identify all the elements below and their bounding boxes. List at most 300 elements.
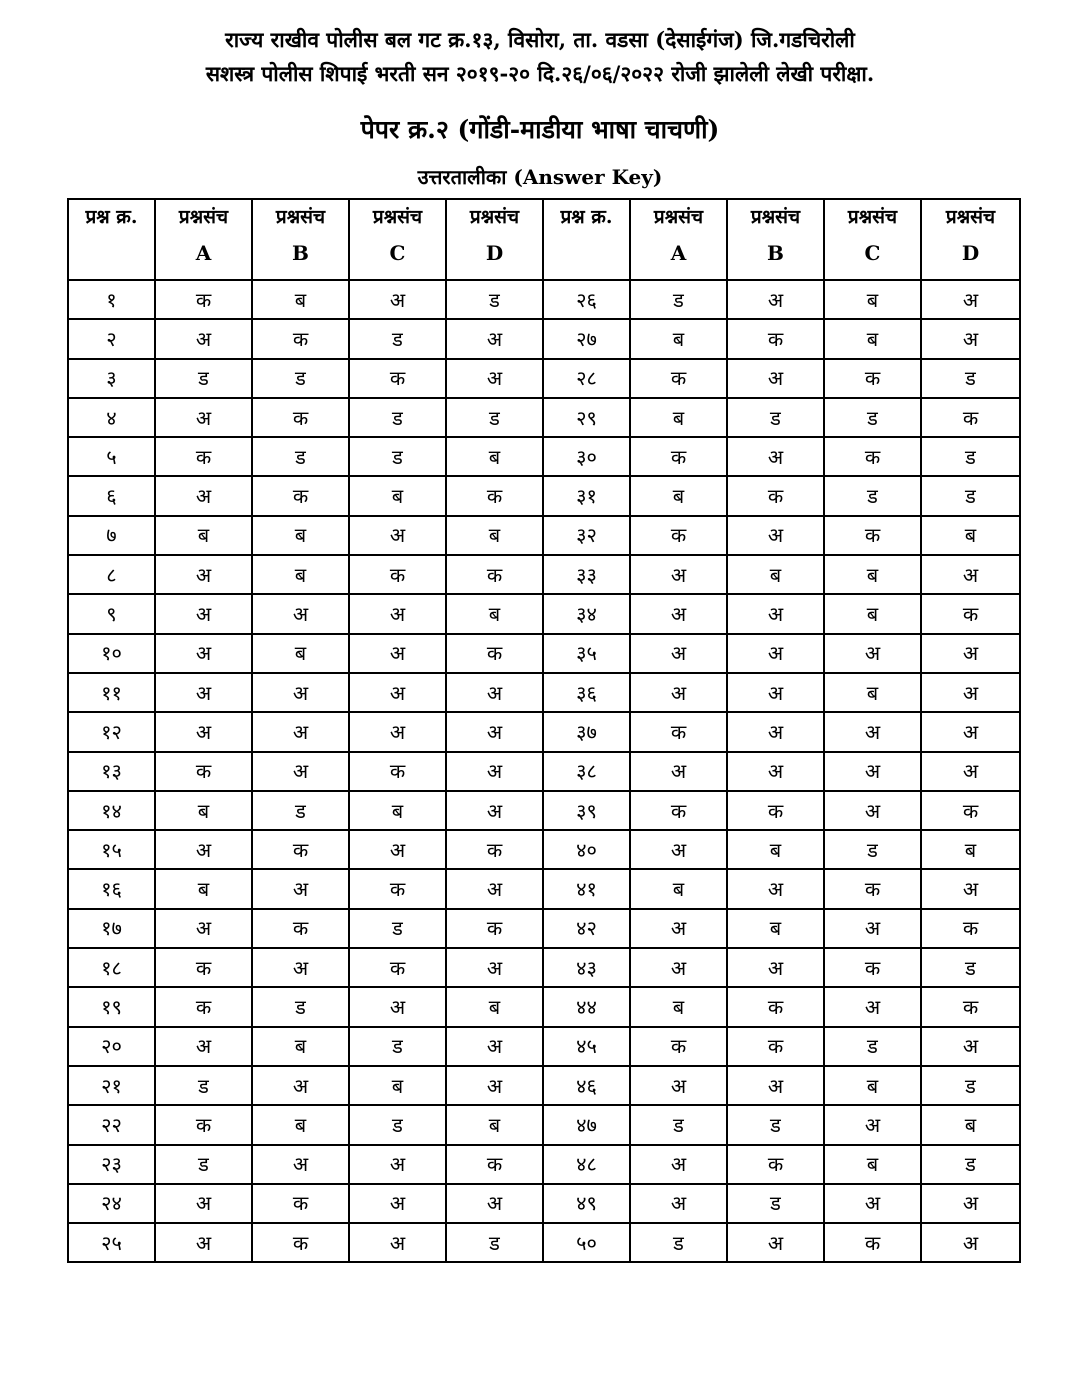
column-header-set: B xyxy=(767,241,784,265)
answer-cell: अ xyxy=(446,1027,543,1066)
answer-cell: ब xyxy=(630,319,727,358)
column-header xyxy=(252,199,349,280)
answer-cell: अ xyxy=(921,319,1020,358)
answer-cell: ड xyxy=(727,1105,824,1144)
question-number-cell: १ xyxy=(68,280,155,319)
question-number-cell: १२ xyxy=(68,712,155,751)
answer-cell: ड xyxy=(727,398,824,437)
table-row xyxy=(68,1145,1020,1184)
answer-cell: ड xyxy=(349,319,446,358)
answer-cell: क xyxy=(252,1223,349,1262)
column-header-label: प्रश्नसंच xyxy=(945,206,996,228)
table-row xyxy=(68,1105,1020,1144)
answer-cell: अ xyxy=(824,987,921,1026)
question-number-cell: २२ xyxy=(68,1105,155,1144)
answer-cell: क xyxy=(252,1184,349,1223)
answer-cell: ड xyxy=(630,1105,727,1144)
answer-cell: अ xyxy=(921,280,1020,319)
question-number-cell: २० xyxy=(68,1027,155,1066)
answer-cell: अ xyxy=(155,1223,252,1262)
answer-cell: ड xyxy=(349,1105,446,1144)
column-header-set: C xyxy=(864,241,881,265)
answer-cell: ब xyxy=(446,594,543,633)
answer-cell: अ xyxy=(349,1184,446,1223)
column-header xyxy=(349,199,446,280)
question-number-cell: १० xyxy=(68,634,155,673)
table-row xyxy=(68,712,1020,751)
answer-cell: अ xyxy=(446,359,543,398)
answer-cell: अ xyxy=(446,791,543,830)
question-number-cell: ३९ xyxy=(543,791,630,830)
column-header xyxy=(727,199,824,280)
answer-cell: क xyxy=(155,437,252,476)
answer-cell: ब xyxy=(252,280,349,319)
answer-cell: क xyxy=(252,909,349,948)
answer-cell: अ xyxy=(155,909,252,948)
table-row xyxy=(68,830,1020,869)
answer-cell: क xyxy=(446,555,543,594)
answer-cell: क xyxy=(630,437,727,476)
table-row xyxy=(68,555,1020,594)
answer-cell: ब xyxy=(349,476,446,515)
table-row xyxy=(68,1027,1020,1066)
table-row xyxy=(68,634,1020,673)
answer-cell: ड xyxy=(349,909,446,948)
answer-cell: ड xyxy=(349,398,446,437)
answer-cell: ब xyxy=(155,516,252,555)
answer-cell: ड xyxy=(921,1145,1020,1184)
answer-cell: अ xyxy=(824,909,921,948)
answer-cell: क xyxy=(446,1145,543,1184)
question-number-cell: ३६ xyxy=(543,673,630,712)
answer-cell: ड xyxy=(155,1145,252,1184)
answer-cell: अ xyxy=(349,634,446,673)
answer-cell: ब xyxy=(824,673,921,712)
question-number-cell: ३८ xyxy=(543,752,630,791)
answer-cell: ब xyxy=(824,555,921,594)
answer-cell: अ xyxy=(446,1184,543,1223)
answer-cell: ब xyxy=(252,516,349,555)
answer-cell: ड xyxy=(824,476,921,515)
answer-cell: क xyxy=(921,594,1020,633)
question-number-cell: १४ xyxy=(68,791,155,830)
question-number-cell: २९ xyxy=(543,398,630,437)
answer-cell: अ xyxy=(727,869,824,908)
column-header-label: प्रश्नसंच xyxy=(469,206,520,228)
answer-cell: अ xyxy=(155,1027,252,1066)
question-number-cell: ३० xyxy=(543,437,630,476)
column-header xyxy=(68,199,155,280)
answer-cell: ब xyxy=(921,516,1020,555)
question-number-cell: ३१ xyxy=(543,476,630,515)
answer-cell: अ xyxy=(921,869,1020,908)
answer-cell: ड xyxy=(252,437,349,476)
answer-cell: ड xyxy=(921,359,1020,398)
answer-cell: अ xyxy=(727,712,824,751)
answer-cell: ड xyxy=(921,948,1020,987)
answer-cell: ब xyxy=(921,1105,1020,1144)
answer-cell: अ xyxy=(921,712,1020,751)
answer-cell: अ xyxy=(727,1066,824,1105)
answer-cell: अ xyxy=(252,869,349,908)
answer-cell: अ xyxy=(630,555,727,594)
answer-cell: क xyxy=(630,791,727,830)
answer-cell: ड xyxy=(446,398,543,437)
answer-cell: अ xyxy=(252,752,349,791)
table-row xyxy=(68,1223,1020,1262)
answer-cell: क xyxy=(727,791,824,830)
answer-cell: अ xyxy=(727,948,824,987)
question-number-cell: ४४ xyxy=(543,987,630,1026)
answer-cell: अ xyxy=(446,673,543,712)
question-number-cell: ५ xyxy=(68,437,155,476)
answer-cell: क xyxy=(727,987,824,1026)
answer-cell: अ xyxy=(155,555,252,594)
answer-cell: अ xyxy=(349,673,446,712)
exam-title: सशस्त्र पोलीस शिपाई भरती सन २०१९-२० दि.२६/०६/२०२२ रोजी झालेली लेखी परीक्षा. xyxy=(205,61,875,86)
answer-cell: ब xyxy=(155,869,252,908)
table-row xyxy=(68,280,1020,319)
answer-cell: ब xyxy=(921,830,1020,869)
answer-cell: अ xyxy=(155,1184,252,1223)
answer-cell: क xyxy=(630,516,727,555)
answer-cell: क xyxy=(824,437,921,476)
table-row xyxy=(68,437,1020,476)
answer-cell: अ xyxy=(921,1027,1020,1066)
answer-cell: क xyxy=(349,359,446,398)
answer-cell: ब xyxy=(252,1105,349,1144)
answer-cell: अ xyxy=(630,948,727,987)
answer-cell: ब xyxy=(630,398,727,437)
answer-cell: अ xyxy=(824,791,921,830)
table-row xyxy=(68,476,1020,515)
answer-cell: अ xyxy=(349,987,446,1026)
answer-cell: क xyxy=(155,280,252,319)
question-number-cell: ६ xyxy=(68,476,155,515)
answer-cell: अ xyxy=(446,1066,543,1105)
answer-cell: ब xyxy=(824,280,921,319)
answer-cell: ब xyxy=(824,1066,921,1105)
answer-cell: क xyxy=(252,398,349,437)
question-number-cell: २८ xyxy=(543,359,630,398)
question-number-cell: ४१ xyxy=(543,869,630,908)
answer-cell: ब xyxy=(349,1066,446,1105)
question-number-cell: ४८ xyxy=(543,1145,630,1184)
answer-cell: अ xyxy=(349,594,446,633)
table-row xyxy=(68,791,1020,830)
question-number-cell: ४५ xyxy=(543,1027,630,1066)
answer-cell: क xyxy=(252,476,349,515)
answer-cell: ब xyxy=(446,987,543,1026)
column-header-label: प्रश्नसंच xyxy=(653,206,704,228)
question-number-cell: २६ xyxy=(543,280,630,319)
answer-cell: अ xyxy=(824,1105,921,1144)
answer-cell: अ xyxy=(630,909,727,948)
answer-cell: ब xyxy=(824,319,921,358)
column-header-set: D xyxy=(485,241,504,265)
answer-cell: अ xyxy=(155,319,252,358)
question-number-cell: ४० xyxy=(543,830,630,869)
answer-cell: अ xyxy=(921,673,1020,712)
answer-cell: क xyxy=(155,752,252,791)
answer-cell: ड xyxy=(630,1223,727,1262)
answer-cell: क xyxy=(630,359,727,398)
question-number-cell: ३४ xyxy=(543,594,630,633)
answer-cell: अ xyxy=(446,752,543,791)
answer-cell: क xyxy=(446,830,543,869)
answer-cell: क xyxy=(252,319,349,358)
column-header-label: प्रश्नसंच xyxy=(372,206,423,228)
answer-cell: क xyxy=(824,516,921,555)
answer-cell: क xyxy=(446,476,543,515)
answer-cell: अ xyxy=(824,634,921,673)
column-header-label: प्रश्नसंच xyxy=(750,206,801,228)
table-row xyxy=(68,594,1020,633)
question-number-cell: १७ xyxy=(68,909,155,948)
answer-cell: ड xyxy=(921,476,1020,515)
answer-cell: अ xyxy=(727,437,824,476)
paper-title: पेपर क्र.२ (गोंडी-माडीया भाषा चाचणी) xyxy=(360,115,720,144)
answer-cell: ब xyxy=(630,869,727,908)
question-number-cell: ४३ xyxy=(543,948,630,987)
question-number-cell: १८ xyxy=(68,948,155,987)
answer-cell: अ xyxy=(349,516,446,555)
answer-cell: अ xyxy=(921,555,1020,594)
answer-cell: अ xyxy=(727,359,824,398)
answer-cell: अ xyxy=(252,948,349,987)
answer-cell: अ xyxy=(630,1066,727,1105)
table-row xyxy=(68,987,1020,1026)
answer-cell: अ xyxy=(727,673,824,712)
answer-cell: ब xyxy=(630,476,727,515)
answer-cell: अ xyxy=(921,752,1020,791)
answer-cell: अ xyxy=(349,280,446,319)
answer-cell: ड xyxy=(824,398,921,437)
answer-cell: अ xyxy=(252,673,349,712)
answer-cell: क xyxy=(155,948,252,987)
question-number-cell: ३ xyxy=(68,359,155,398)
answer-cell: क xyxy=(252,830,349,869)
answer-cell: क xyxy=(630,712,727,751)
answer-cell: ड xyxy=(252,987,349,1026)
answer-cell: क xyxy=(630,1027,727,1066)
table-row xyxy=(68,948,1020,987)
answer-cell: अ xyxy=(824,752,921,791)
answer-cell: ड xyxy=(155,359,252,398)
answer-cell: क xyxy=(446,634,543,673)
column-header-set: A xyxy=(670,241,687,265)
answer-cell: अ xyxy=(630,830,727,869)
answer-cell: ब xyxy=(252,634,349,673)
answer-cell: अ xyxy=(630,1145,727,1184)
answer-key-table xyxy=(67,198,1021,1263)
column-header xyxy=(543,199,630,280)
answer-cell: ड xyxy=(921,437,1020,476)
answer-cell: अ xyxy=(155,594,252,633)
answer-cell: ब xyxy=(824,1145,921,1184)
answer-cell: अ xyxy=(252,1145,349,1184)
answer-cell: अ xyxy=(252,1066,349,1105)
question-number-cell: १५ xyxy=(68,830,155,869)
question-number-cell: ११ xyxy=(68,673,155,712)
answer-cell: अ xyxy=(727,280,824,319)
table-row xyxy=(68,909,1020,948)
answer-cell: क xyxy=(727,319,824,358)
answer-cell: ब xyxy=(252,555,349,594)
answer-cell: क xyxy=(349,752,446,791)
answer-cell: अ xyxy=(349,712,446,751)
answer-cell: अ xyxy=(446,948,543,987)
column-header-label: प्रश्न क्र. xyxy=(85,206,138,228)
answer-cell: अ xyxy=(727,752,824,791)
answer-cell: ब xyxy=(252,1027,349,1066)
answer-cell: ब xyxy=(349,791,446,830)
answer-cell: अ xyxy=(630,634,727,673)
answer-key-subtitle: उत्तरतालीका (Answer Key) xyxy=(417,165,663,189)
column-header-set: B xyxy=(292,241,309,265)
question-number-cell: २४ xyxy=(68,1184,155,1223)
question-number-cell: ३३ xyxy=(543,555,630,594)
answer-cell: अ xyxy=(446,319,543,358)
answer-cell: अ xyxy=(155,398,252,437)
answer-cell: क xyxy=(155,1105,252,1144)
table-row xyxy=(68,673,1020,712)
answer-cell: अ xyxy=(727,634,824,673)
question-number-cell: ७ xyxy=(68,516,155,555)
answer-cell: ड xyxy=(349,1027,446,1066)
question-number-cell: ३५ xyxy=(543,634,630,673)
answer-cell: अ xyxy=(155,673,252,712)
answer-cell: अ xyxy=(446,869,543,908)
answer-cell: ब xyxy=(446,1105,543,1144)
column-header xyxy=(921,199,1020,280)
column-header-label: प्रश्नसंच xyxy=(275,206,326,228)
table-row xyxy=(68,319,1020,358)
question-number-cell: ४ xyxy=(68,398,155,437)
answer-cell: अ xyxy=(630,752,727,791)
answer-cell: अ xyxy=(630,1184,727,1223)
answer-cell: ड xyxy=(252,359,349,398)
answer-cell: ब xyxy=(727,830,824,869)
question-number-cell: २१ xyxy=(68,1066,155,1105)
table-row xyxy=(68,359,1020,398)
column-header xyxy=(824,199,921,280)
table-row xyxy=(68,1066,1020,1105)
answer-cell: ब xyxy=(727,555,824,594)
answer-cell: अ xyxy=(349,1223,446,1262)
answer-cell: अ xyxy=(630,673,727,712)
question-number-cell: ४६ xyxy=(543,1066,630,1105)
answer-cell: ड xyxy=(824,830,921,869)
answer-cell: ब xyxy=(155,791,252,830)
answer-cell: क xyxy=(446,909,543,948)
question-number-cell: २७ xyxy=(543,319,630,358)
answer-cell: ब xyxy=(727,909,824,948)
answer-cell: ब xyxy=(446,437,543,476)
answer-cell: क xyxy=(727,476,824,515)
answer-cell: ड xyxy=(155,1066,252,1105)
table-row xyxy=(68,516,1020,555)
answer-cell: ड xyxy=(921,1066,1020,1105)
answer-cell: अ xyxy=(921,1184,1020,1223)
answer-cell: अ xyxy=(727,516,824,555)
answer-cell: क xyxy=(824,948,921,987)
table-row xyxy=(68,1184,1020,1223)
question-number-cell: २ xyxy=(68,319,155,358)
answer-cell: अ xyxy=(349,830,446,869)
answer-cell: अ xyxy=(727,1223,824,1262)
question-number-cell: ४९ xyxy=(543,1184,630,1223)
column-header-label: प्रश्न क्र. xyxy=(560,206,613,228)
answer-cell: ड xyxy=(824,1027,921,1066)
answer-cell: अ xyxy=(155,830,252,869)
question-number-cell: १९ xyxy=(68,987,155,1026)
answer-cell: क xyxy=(727,1027,824,1066)
answer-cell: अ xyxy=(630,594,727,633)
answer-cell: अ xyxy=(252,712,349,751)
answer-cell: अ xyxy=(252,594,349,633)
unit-title: राज्य राखीव पोलीस बल गट क्र.१३, विसोरा, ता. वडसा (देसाईगंज) जि.गडचिरोली xyxy=(225,27,855,52)
question-number-cell: २५ xyxy=(68,1223,155,1262)
column-header xyxy=(630,199,727,280)
answer-cell: ब xyxy=(446,516,543,555)
answer-cell: अ xyxy=(824,1184,921,1223)
answer-cell: ब xyxy=(630,987,727,1026)
answer-cell: ब xyxy=(824,594,921,633)
question-number-cell: ९ xyxy=(68,594,155,633)
answer-cell: क xyxy=(349,869,446,908)
answer-cell: क xyxy=(155,987,252,1026)
answer-cell: क xyxy=(727,1145,824,1184)
answer-cell: क xyxy=(824,359,921,398)
column-header xyxy=(155,199,252,280)
answer-cell: अ xyxy=(446,712,543,751)
question-number-cell: ३२ xyxy=(543,516,630,555)
question-number-cell: ४२ xyxy=(543,909,630,948)
answer-cell: अ xyxy=(155,712,252,751)
answer-cell: ड xyxy=(252,791,349,830)
answer-cell: अ xyxy=(155,634,252,673)
answer-cell: क xyxy=(824,869,921,908)
answer-cell: क xyxy=(921,987,1020,1026)
question-number-cell: १६ xyxy=(68,869,155,908)
answer-cell: अ xyxy=(727,594,824,633)
question-number-cell: १३ xyxy=(68,752,155,791)
answer-cell: ड xyxy=(727,1184,824,1223)
question-number-cell: ४७ xyxy=(543,1105,630,1144)
column-header-label: प्रश्नसंच xyxy=(847,206,898,228)
column-header-set: A xyxy=(195,241,212,265)
answer-cell: ड xyxy=(630,280,727,319)
question-number-cell: ८ xyxy=(68,555,155,594)
answer-cell: अ xyxy=(349,1145,446,1184)
table-row xyxy=(68,752,1020,791)
table-row xyxy=(68,869,1020,908)
question-number-cell: २३ xyxy=(68,1145,155,1184)
column-header-label: प्रश्नसंच xyxy=(178,206,229,228)
question-number-cell: ३७ xyxy=(543,712,630,751)
answer-cell: अ xyxy=(155,476,252,515)
answer-cell: क xyxy=(349,948,446,987)
answer-cell: क xyxy=(349,555,446,594)
question-number-cell: ५० xyxy=(543,1223,630,1262)
answer-cell: अ xyxy=(921,634,1020,673)
answer-cell: अ xyxy=(921,1223,1020,1262)
answer-cell: क xyxy=(824,1223,921,1262)
table-header-row xyxy=(68,199,1020,280)
column-header xyxy=(446,199,543,280)
answer-cell: ड xyxy=(446,280,543,319)
